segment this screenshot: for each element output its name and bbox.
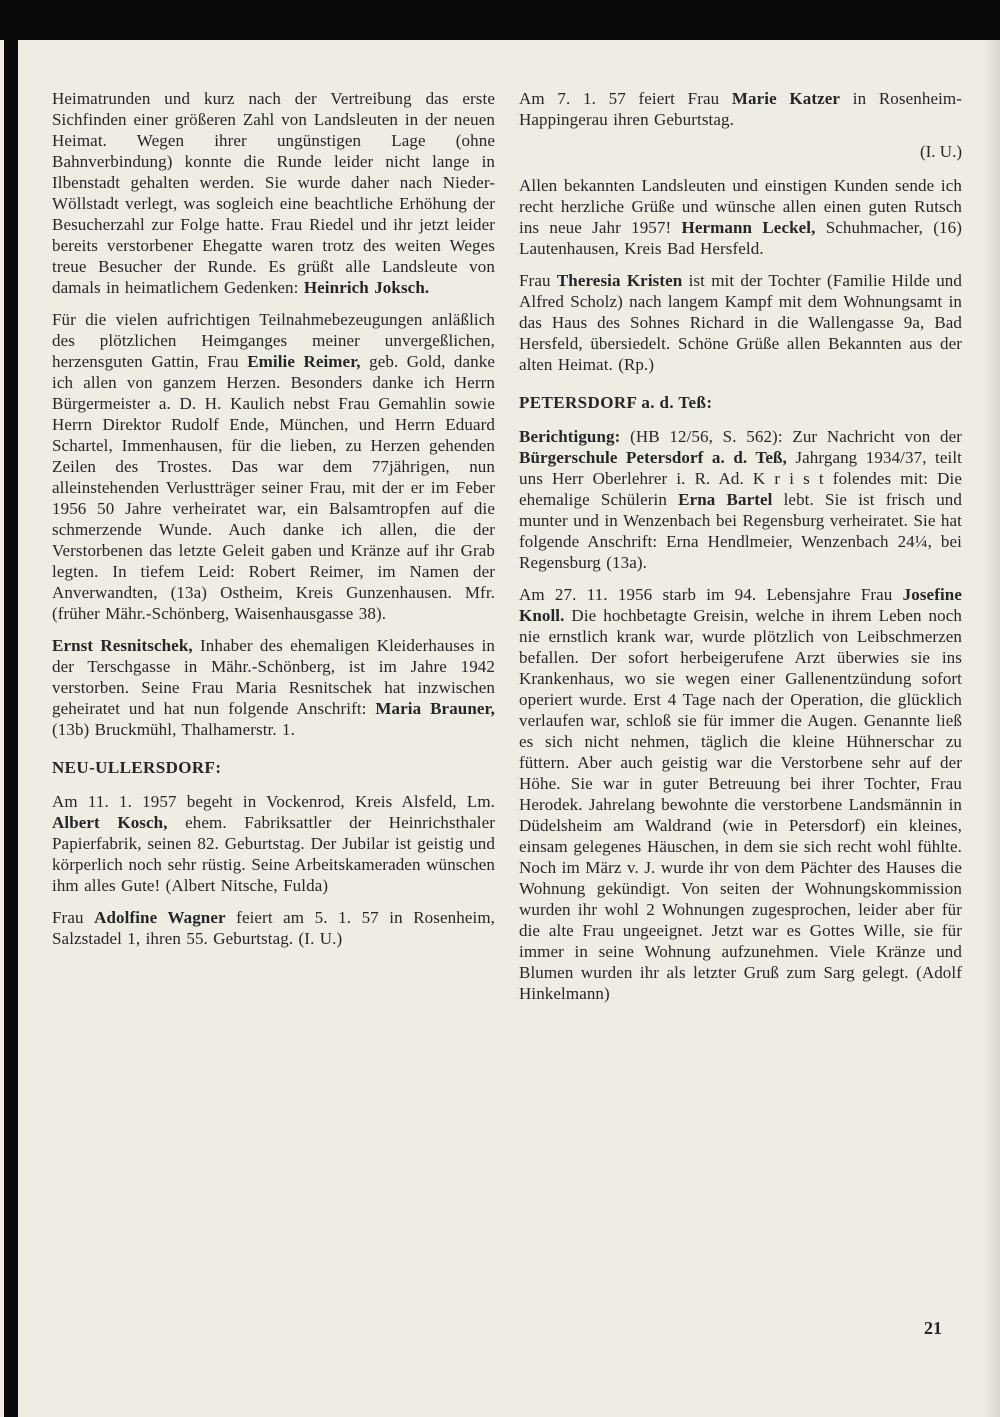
paragraph bbox=[52, 907, 495, 949]
column-right bbox=[519, 88, 962, 1015]
paragraph bbox=[52, 635, 495, 740]
scan-border-left bbox=[4, 0, 18, 1417]
text-run: in Rosenheim-Happingerau ihren Geburtstag. bbox=[519, 89, 962, 129]
bold-name: Theresia Kristen bbox=[556, 271, 683, 290]
text-run: Heimatrunden und kurz nach der Vertreibung das erste Sichfinden einer größeren Zahl von Landsleuten in der neuen Heimat. Wegen ihrer ungünstigen Lage (ohne Bahnverbindung) konnte die Runde leider nicht lange in Ilbenstadt gehalten werden. Sie wurde daher nach Nieder-Wöllstadt verlegt, was sogleich eine beachtliche Erhöhung der Besucherzahl zur Folge hatte. Frau Riedel und ihr jetzt leider bereits verstorbener Ehegatte waren trotz des weiten Weges treue Besucher der Runde. Es grüßt alle Landsleute von damals in heimatlichem Gedenken: bbox=[52, 89, 495, 297]
paragraph bbox=[519, 270, 962, 375]
text-run: ist mit der Tochter (Familie Hilde und Alfred Scholz) nach langem Kampf mit dem Wohnungsamt in das Haus des Sohnes Richard in die Wallengasse 9a, Bad Hersfeld, übersiedelt. Schöne Grüße allen Bekannten aus der alten Heimat. (Rp.) bbox=[519, 271, 962, 374]
text-run: (HB 12/56, S. 562): Zur Nachricht von der bbox=[620, 427, 962, 446]
paragraph bbox=[52, 791, 495, 896]
text-run: Am 27. 11. 1956 starb im 94. Lebensjahre Frau bbox=[519, 585, 903, 604]
bold-name: Marie Katzer bbox=[731, 89, 841, 108]
scan-border-top bbox=[0, 0, 1000, 40]
text-run: Am 11. 1. 1957 begeht in Vockenrod, Kreis Alsfeld, Lm. bbox=[52, 792, 495, 811]
text-run: Frau bbox=[519, 271, 557, 290]
text-columns bbox=[52, 88, 962, 1015]
text-run: Die hochbetagte Greisin, welche in ihrem Leben noch nie ernstlich krank war, wurde plötzlich von Leibschmerzen befallen. Der sofort herbeigerufene Arzt überwies sie ins Krankenhaus, wo sie wegen einer Gallenentzündung sofort operiert wurde. Erst 4 Tage nach der Operation, die glücklich verlaufen war, schloß sie für immer die Augen. Genannte ließ es sich nicht nehmen, täglich die kleine Hühnerschar zu füttern. Aber auch geistig war die Verstorbene sehr auf der Höhe. Sie war in guter Betreuung bei ihrer Tochter, Frau Herodek. Jahrelang bewohnte die verstorbene Landsmännin in Düdelsheim am Waldrand (wie in Petersdorf) ein kleines, einsam gelegenes Häuschen, in dem sie sich recht wohl fühlte. Noch im März v. J. wurde ihr von dem Pächter des Hauses die Wohnung gekündigt. Von seiten der Wohnungskommission wurden ihr wohl 2 Wohnungen zugesprochen, leider aber für die alte Frau ungeeignet. Jetzt war es Gottes Wille, sie für immer in seine Wohnung aufzunehmen. Viele Kränze und Blumen wurden ihr als letzter Gruß zum Sarg gelegt. (Adolf Hinkelmann) bbox=[519, 606, 962, 1003]
text-run: Am 7. 1. 57 feiert Frau bbox=[519, 89, 732, 108]
text-run: lebt. Sie ist frisch und munter und in Wenzenbach bei Regensburg verheiratet. Sie hat folgende Anschrift: Erna Hendlmeier, Wenzenbach 24¼, bei Regensburg (13a). bbox=[519, 490, 962, 572]
page-number: 21 bbox=[924, 1318, 942, 1338]
bold-name: Erna Bartel bbox=[678, 490, 773, 509]
bold-name: Josefine Knoll. bbox=[519, 585, 962, 625]
paragraph bbox=[519, 426, 962, 573]
section-heading: NEU-ULLERSDORF: bbox=[52, 758, 222, 777]
text-run: Schuhmacher, (16) Lautenhausen, Kreis Bad Hersfeld. bbox=[519, 218, 962, 258]
paragraph bbox=[52, 309, 495, 624]
bold-name: Heinrich Joksch. bbox=[303, 278, 430, 297]
signature-line: (I. U.) bbox=[919, 142, 962, 161]
text-run: Inhaber des ehemaligen Kleiderhauses in der Terschgasse in Mähr.-Schönberg, ist im Jahre 1942 verstorben. Seine Frau Maria Resnitschek hat inzwischen geheiratet und hat nun folgende Anschrift: bbox=[52, 636, 496, 718]
paragraph bbox=[52, 88, 495, 298]
text-run: ehem. Fabriksattler der Heinrichsthaler Papierfabrik, seinen 82. Geburtstag. Der Jubilar ist geistig und körperlich noch sehr rüstig. Seine Arbeitskameraden wünschen ihm alles Gute! (Albert Nitsche, Fulda) bbox=[52, 813, 495, 895]
bold-name: Berichtigung: bbox=[519, 427, 621, 446]
column-left bbox=[52, 88, 495, 1015]
text-run: (13b) Bruckmühl, Thalhamerstr. 1. bbox=[52, 720, 295, 739]
bold-name: Emilie Reimer, bbox=[247, 352, 361, 371]
paragraph bbox=[519, 584, 962, 1004]
paragraph bbox=[519, 88, 962, 130]
paragraph bbox=[519, 175, 962, 259]
text-run: Für die vielen aufrichtigen Teilnahmebezeugungen anläßlich des plötzlichen Heimganges meiner unvergeßlichen, herzensguten Gattin, Frau bbox=[52, 310, 495, 371]
bold-name: Bürgerschule Petersdorf a. d. Teß, bbox=[519, 448, 787, 467]
bold-name: Adolfine Wagner bbox=[94, 908, 226, 927]
text-run: Frau bbox=[52, 908, 95, 927]
bold-name: Hermann Leckel, bbox=[681, 218, 816, 237]
bold-name: Albert Kosch, bbox=[52, 813, 168, 832]
text-run: feiert am 5. 1. 57 in Rosenheim, Salzstadel 1, ihren 55. Geburtstag. (I. U.) bbox=[52, 908, 495, 948]
text-run: Jahrgang 1934/37, teilt uns Herr Oberlehrer i. R. Ad. K r i s t folendes mit: Die ehemalige Schülerin bbox=[519, 448, 962, 509]
section-heading: PETERSDORF a. d. Teß: bbox=[519, 393, 713, 412]
bold-name: Ernst Resnitschek, bbox=[52, 636, 193, 655]
text-run: Allen bekannten Landsleuten und einstigen Kunden sende ich recht herzliche Grüße und wünsche allen einen guten Rutsch ins neue Jahr 1957! bbox=[519, 176, 962, 237]
bold-name: Maria Brauner, bbox=[375, 699, 495, 718]
text-run: geb. Gold, danke ich allen von ganzem Herzen. Besonders danke ich Herrn Bürgermeister a. D. H. Kaulich nebst Frau Gemahlin sowie Herrn Direktor Rudolf Ende, München, und Herrn Eduard Schartel, Immenhausen, für die lieben, zu Herzen gehenden Zeilen des Trostes. Das war dem 77jährigen, nun alleinstehenden Verlustträger seiner Frau, mit der er im Feber 1956 50 Jahre verheiratet war, ein Balsamtropfen auf die schmerzende Wunde. Auch danke ich allen, die der Verstorbenen das letzte Geleit gaben und Kränze auf ihr Grab legten. In tiefem Leid: Robert Reimer, im Namen der Anverwandten, (13a) Ostheim, Kreis Gunzenhausen. Mfr. (früher Mähr.-Schönberg, Waisenhausgasse 38). bbox=[52, 352, 496, 623]
